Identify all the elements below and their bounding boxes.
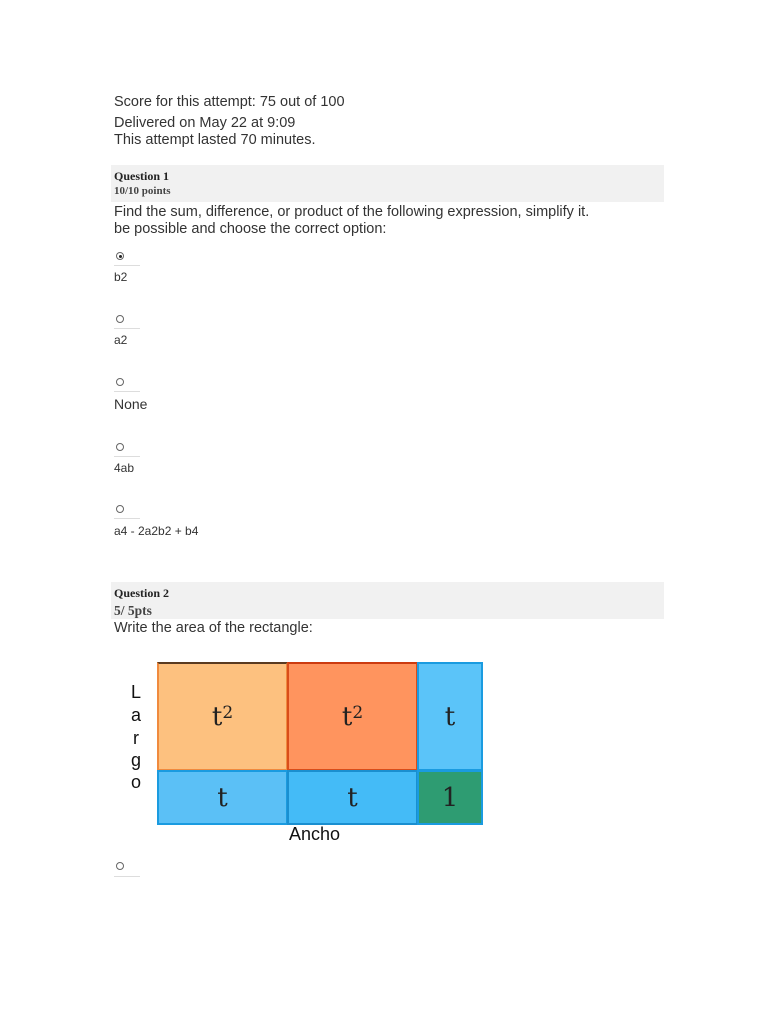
cell-top-left-term: t [211,701,223,732]
cell-top-right-term: t [444,701,456,732]
option-radio-5[interactable] [116,505,124,513]
option-divider [114,876,140,877]
question-1-text-line2: be possible and choose the correct option: [114,221,387,237]
option-label-3: None [114,396,148,412]
question-2-header [111,582,664,619]
cell-bottom-mid [287,770,418,825]
attempt-score: Score for this attempt: 75 out of 100 [114,94,345,110]
cell-bottom-right-term: 1 [441,782,459,813]
cell-top-left-exponent: 2 [222,702,234,723]
question-1-header [111,165,664,202]
option-divider [114,391,140,392]
option-label-5: a4 - 2a2b2 + b4 [114,524,199,538]
option-radio-4[interactable] [116,443,124,451]
option-radio-q2-1[interactable] [116,862,124,870]
vertical-label-letter: a [130,705,141,725]
option-label-4: 4ab [114,461,135,475]
option-radio-1[interactable] [116,252,124,260]
cell-bottom-mid-term: t [347,782,358,813]
option-divider [114,328,140,329]
option-radio-2[interactable] [116,315,124,323]
cell-top-mid-term: t [341,701,353,732]
option-divider [114,265,140,266]
question-2-title: Question 2 [114,586,170,600]
question-1-text-line1: Find the sum, difference, or product of the following expression, simplify it. [114,204,590,220]
attempt-duration: This attempt lasted 70 minutes. [114,132,316,148]
vertical-label-letter: g [130,750,141,770]
cell-top-mid-exponent: 2 [352,702,364,723]
cell-top-mid [287,662,418,771]
horizontal-label: Ancho [289,824,341,844]
attempt-delivered: Delivered on May 22 at 9:09 [114,115,296,131]
option-divider [114,518,140,519]
option-divider [114,456,140,457]
cell-top-right [417,662,483,771]
option-radio-3[interactable] [116,378,124,386]
vertical-label-letter: r [133,728,139,748]
option-label-1: b2 [114,270,128,284]
cell-top-left [157,662,288,771]
question-1-points: 10/10 points [114,185,171,197]
question-2-text: Write the area of the rectangle: [114,620,313,636]
vertical-label-letter: o [130,772,141,792]
question-1-title: Question 1 [114,169,170,183]
question-2-points: 5/ 5pts [114,603,152,618]
cell-bottom-left [157,770,288,825]
cell-bottom-right [417,770,483,825]
vertical-label-letter: L [130,682,141,702]
option-label-2: a2 [114,333,128,347]
cell-bottom-left-term: t [217,782,228,813]
